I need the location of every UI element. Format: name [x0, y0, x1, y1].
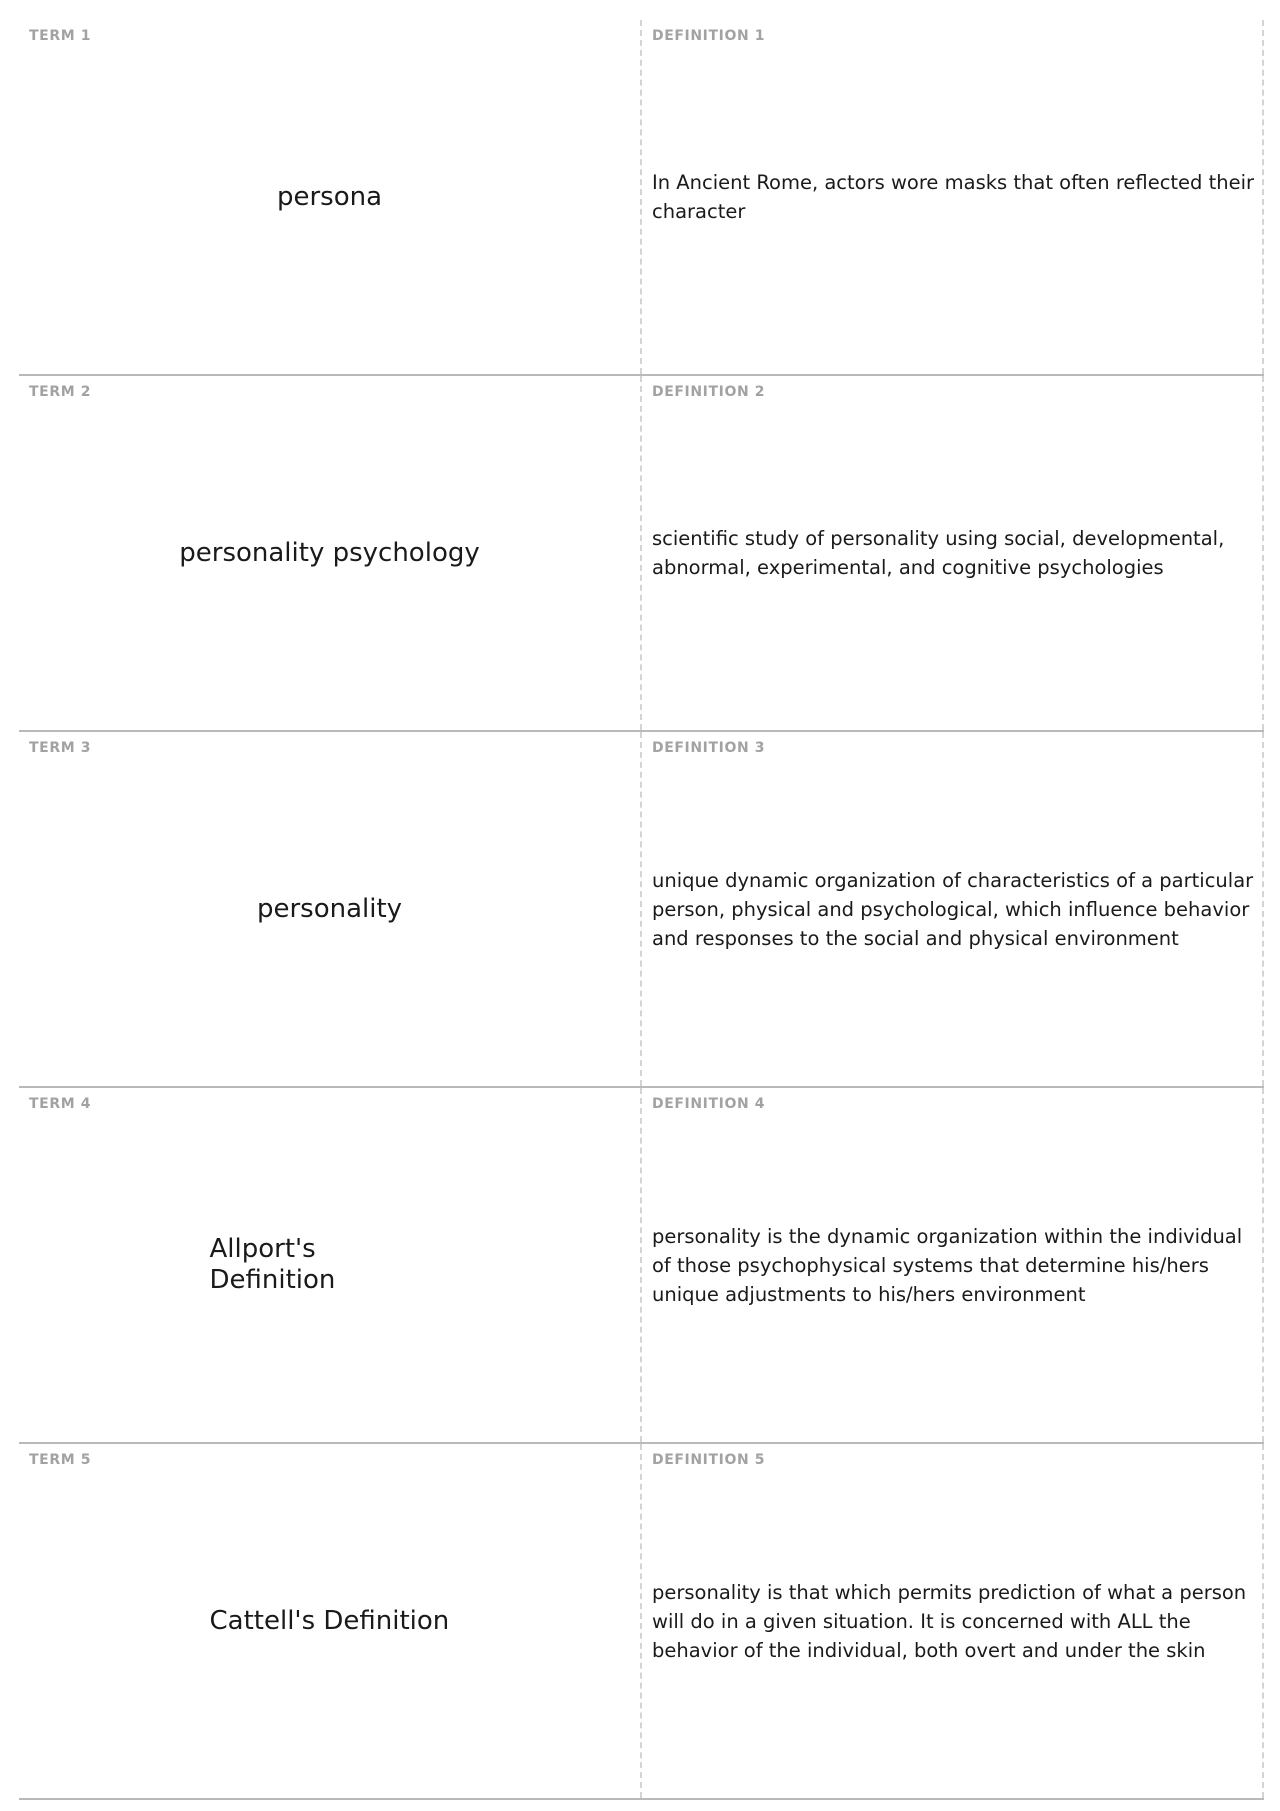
definition-cell — [642, 1444, 1264, 1798]
term-label: TERM 5 — [29, 1452, 92, 1468]
term-text: Cattell's Definition — [209, 1605, 450, 1636]
term-cell — [19, 20, 642, 374]
term-cell — [19, 376, 642, 730]
flashcard-row — [19, 1088, 1264, 1444]
definition-text-wrap — [652, 1444, 1256, 1798]
flashcard-row — [19, 376, 1264, 732]
definition-label: DEFINITION 2 — [652, 384, 766, 400]
term-cell — [19, 1088, 642, 1442]
definition-text: scientific study of personality using social, developmental, abnormal, experimental, and cognitive psychologies — [652, 527, 1225, 579]
flashcard-sheet — [19, 20, 1264, 1800]
term-text-wrap — [19, 376, 640, 730]
term-cell — [19, 1444, 642, 1798]
term-text: persona — [276, 181, 383, 212]
definition-label: DEFINITION 4 — [652, 1096, 766, 1112]
definition-text: personality is the dynamic organization within the individual of those psychophysical systems that determine his/hers unique adjustments to his/hers environment — [652, 1224, 1243, 1306]
term-label: TERM 3 — [29, 740, 92, 756]
term-label: TERM 1 — [29, 28, 92, 44]
definition-text: personality is that which permits prediction of what a person will do in a given situation. It is concerned with ALL the behavior of the individual, both overt and under the skin — [652, 1580, 1247, 1662]
term-cell — [19, 732, 642, 1086]
definition-cell — [642, 732, 1264, 1086]
definition-label: DEFINITION 3 — [652, 740, 766, 756]
term-text: personality psychology — [179, 537, 480, 568]
definition-cell — [642, 20, 1264, 374]
term-label: TERM 2 — [29, 384, 92, 400]
definition-text: unique dynamic organization of characteristics of a particular person, physical and psychological, which influence behavior and responses to the social and physical environment — [652, 868, 1254, 950]
definition-text-wrap — [652, 732, 1256, 1086]
term-text-wrap — [19, 732, 640, 1086]
flashcard-row — [19, 1444, 1264, 1800]
definition-cell — [642, 376, 1264, 730]
definition-label: DEFINITION 1 — [652, 28, 766, 44]
definition-cell — [642, 1088, 1264, 1442]
definition-text-wrap — [652, 1088, 1256, 1442]
term-text-wrap — [19, 1444, 640, 1798]
term-text-wrap — [19, 20, 640, 374]
term-label: TERM 4 — [29, 1096, 92, 1112]
term-text-wrap — [19, 1088, 640, 1442]
term-text: Allport's Definition — [209, 1234, 336, 1295]
definition-text: In Ancient Rome, actors wore masks that often reflected their character — [652, 171, 1255, 223]
definition-text-wrap — [652, 20, 1256, 374]
flashcard-row — [19, 732, 1264, 1088]
definition-text-wrap — [652, 376, 1256, 730]
term-text: personality — [256, 893, 403, 924]
definition-label: DEFINITION 5 — [652, 1452, 766, 1468]
flashcard-row — [19, 20, 1264, 376]
